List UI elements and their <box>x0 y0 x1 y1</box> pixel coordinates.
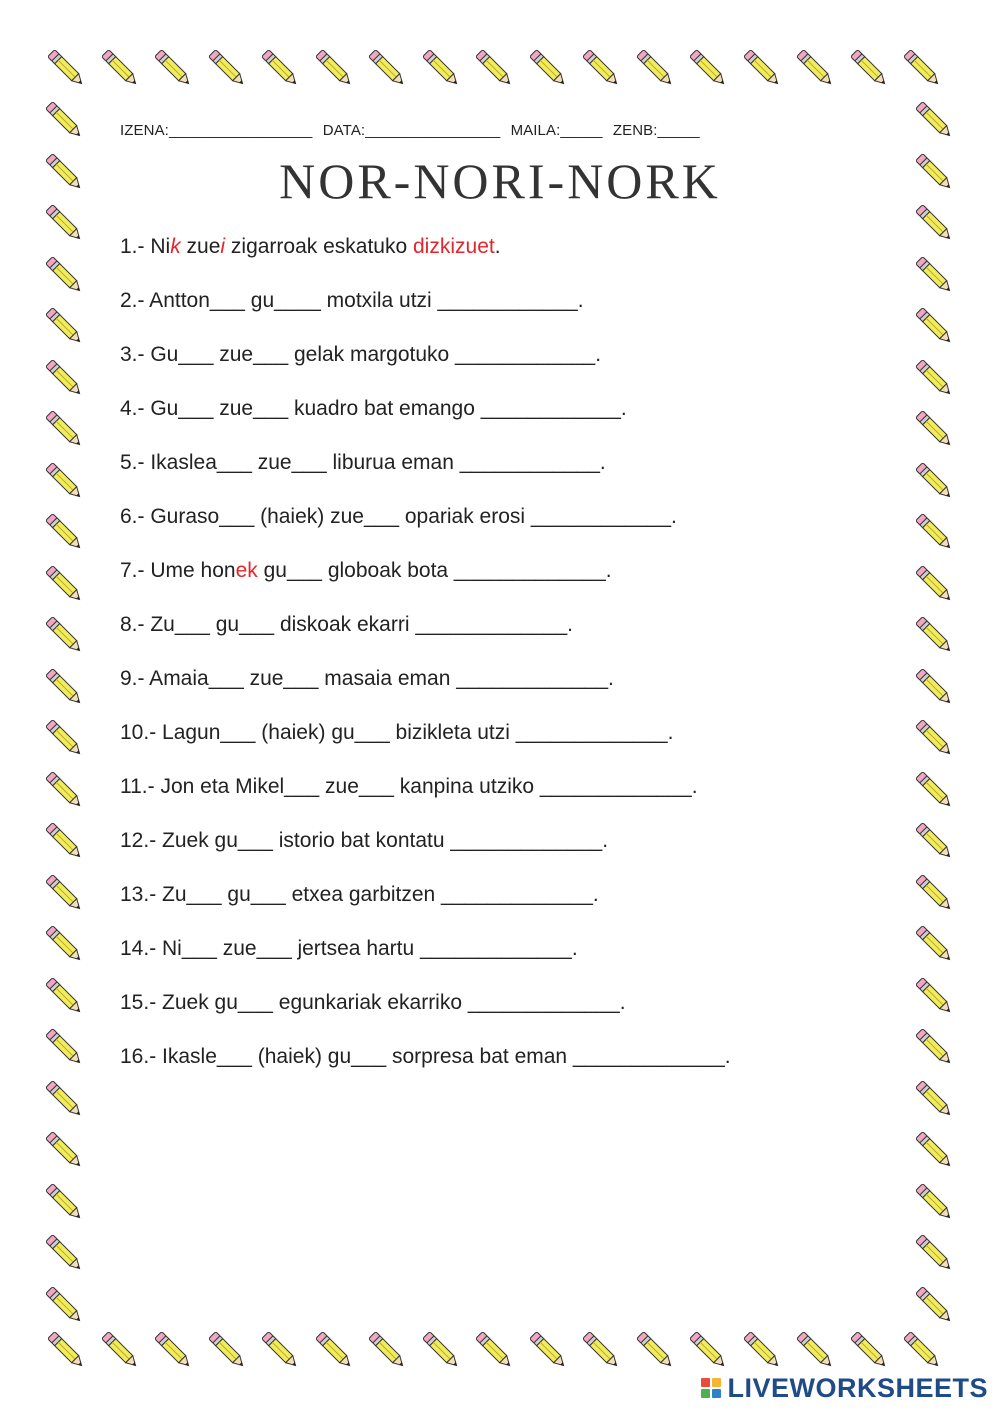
exercise-item[interactable]: 13.- Zu___ gu___ etxea garbitzen _____________. <box>120 883 599 906</box>
pencil-icon <box>36 401 92 457</box>
pencil-icon <box>36 813 92 869</box>
pencil-icon <box>36 968 92 1024</box>
pencil-icon <box>894 40 950 96</box>
pencil-icon <box>252 40 308 96</box>
exercise-item[interactable]: 6.- Guraso___ (haiek) zue___ opariak erosi ____________. <box>120 505 677 528</box>
pencil-icon <box>906 916 962 972</box>
pencil-icon <box>36 1122 92 1178</box>
pencil-icon <box>36 350 92 406</box>
pencil-icon <box>359 40 415 96</box>
pencil-icon <box>359 1322 415 1378</box>
example-mid2: zigarroak eskatuko <box>225 235 413 258</box>
pencil-icon <box>36 1071 92 1127</box>
exercise-item[interactable]: 9.- Amaia___ zue___ masaia eman _____________. <box>120 667 614 690</box>
pencil-icon <box>520 40 576 96</box>
pencil-icon <box>199 1322 255 1378</box>
pencil-icon <box>787 1322 843 1378</box>
example-dative-marker: i <box>220 235 226 258</box>
pencil-icon <box>36 865 92 921</box>
logo-squares-icon <box>701 1378 721 1398</box>
example-prefix: 1.- Ni <box>120 235 171 258</box>
pencil-icon <box>906 813 962 869</box>
pencil-icon <box>36 247 92 303</box>
pencil-icon <box>680 1322 736 1378</box>
exercise-item[interactable]: 16.- Ikasle___ (haiek) gu___ sorpresa bat eman _____________. <box>120 1045 731 1068</box>
pencil-icon <box>906 1225 962 1281</box>
item7-rest: gu___ globoak bota _____________. <box>257 559 612 582</box>
pencil-icon <box>906 1277 962 1333</box>
pencil-icon <box>627 1322 683 1378</box>
pencil-icon <box>906 865 962 921</box>
exercise-item-7[interactable] <box>120 554 880 608</box>
number-field-label: ZENB:_____ <box>612 122 700 139</box>
exercise-item[interactable]: 11.- Jon eta Mikel___ zue___ kanpina utziko _____________. <box>120 775 698 798</box>
pencil-icon <box>252 1322 308 1378</box>
pencil-icon <box>92 40 148 96</box>
pencil-icon <box>906 968 962 1024</box>
date-field-label: DATA:________________ <box>322 122 501 139</box>
liveworksheets-logo <box>701 1371 988 1405</box>
pencil-icon <box>36 453 92 509</box>
pencil-icon <box>841 1322 897 1378</box>
exercise-item[interactable]: 8.- Zu___ gu___ diskoak ekarri _____________. <box>120 613 573 636</box>
pencil-icon <box>906 1122 962 1178</box>
pencil-icon <box>36 1019 92 1075</box>
brand-name: LIVEWORKSHEETS <box>727 1372 988 1403</box>
pencil-icon <box>199 40 255 96</box>
pencil-icon <box>906 453 962 509</box>
student-info-header <box>120 122 820 139</box>
exercise-item[interactable]: 15.- Zuek gu___ egunkariak ekarriko _____________. <box>120 991 626 1014</box>
pencil-icon <box>906 710 962 766</box>
pencil-icon <box>734 1322 790 1378</box>
item7-marker: ek <box>235 559 258 582</box>
pencil-icon <box>466 40 522 96</box>
pencil-icon <box>841 40 897 96</box>
exercise-item[interactable]: 14.- Ni___ zue___ jertsea hartu _____________. <box>120 937 578 960</box>
pencil-icon <box>734 40 790 96</box>
pencil-icon <box>906 92 962 148</box>
pencil-icon <box>36 659 92 715</box>
pencil-icon <box>520 1322 576 1378</box>
pencil-icon <box>906 401 962 457</box>
pencil-icon <box>573 1322 629 1378</box>
pencil-icon <box>145 1322 201 1378</box>
worksheet-title: NOR-NORI-NORK <box>279 153 721 209</box>
pencil-icon <box>906 556 962 612</box>
pencil-icon <box>787 40 843 96</box>
pencil-icon <box>145 40 201 96</box>
pencil-icon <box>36 916 92 972</box>
pencil-icon <box>906 1019 962 1075</box>
level-field-label: MAILA:_____ <box>510 122 603 139</box>
exercise-item[interactable]: 10.- Lagun___ (haiek) gu___ bizikleta utzi _____________. <box>120 721 674 744</box>
pencil-icon <box>306 40 362 96</box>
pencil-icon <box>680 40 736 96</box>
pencil-icon <box>36 1225 92 1281</box>
pencil-icon <box>36 710 92 766</box>
name-field-label: IZENA:_________________ <box>120 122 313 139</box>
pencil-icon <box>573 40 629 96</box>
pencil-icon <box>36 1174 92 1230</box>
pencil-icon <box>906 1174 962 1230</box>
exercise-item[interactable]: 5.- Ikaslea___ zue___ liburua eman ____________. <box>120 451 606 474</box>
exercise-item[interactable]: 4.- Gu___ zue___ kuadro bat emango ____________. <box>120 397 627 420</box>
example-mid1: zue <box>180 235 221 258</box>
item7-prefix: 7.- Ume hon <box>120 559 236 582</box>
example-ergative-marker: k <box>170 235 181 258</box>
pencil-icon <box>92 1322 148 1378</box>
pencil-icon <box>906 350 962 406</box>
pencil-icon <box>36 1277 92 1333</box>
pencil-icon <box>38 40 94 96</box>
exercise-list <box>120 230 880 1094</box>
pencil-icon <box>466 1322 522 1378</box>
pencil-icon <box>306 1322 362 1378</box>
pencil-icon <box>413 40 469 96</box>
pencil-icon <box>36 504 92 560</box>
pencil-icon <box>906 659 962 715</box>
pencil-icon <box>36 298 92 354</box>
pencil-icon <box>413 1322 469 1378</box>
pencil-icon <box>627 40 683 96</box>
example-sentence <box>120 230 880 284</box>
example-end: . <box>494 235 501 258</box>
exercise-item[interactable]: 12.- Zuek gu___ istorio bat kontatu _____________. <box>120 829 609 852</box>
pencil-icon <box>36 92 92 148</box>
pencil-icon <box>906 298 962 354</box>
exercise-item[interactable]: 3.- Gu___ zue___ gelak margotuko ____________. <box>120 343 602 366</box>
pencil-icon <box>906 247 962 303</box>
pencil-icon <box>36 556 92 612</box>
pencil-icon <box>906 607 962 663</box>
pencil-icon <box>36 607 92 663</box>
example-verb: dizkizuet <box>413 235 495 258</box>
pencil-icon <box>906 1071 962 1127</box>
exercise-item[interactable]: 2.- Antton___ gu____ motxila utzi ____________. <box>120 289 584 312</box>
pencil-icon <box>906 504 962 560</box>
pencil-icon <box>906 762 962 818</box>
pencil-icon <box>36 762 92 818</box>
